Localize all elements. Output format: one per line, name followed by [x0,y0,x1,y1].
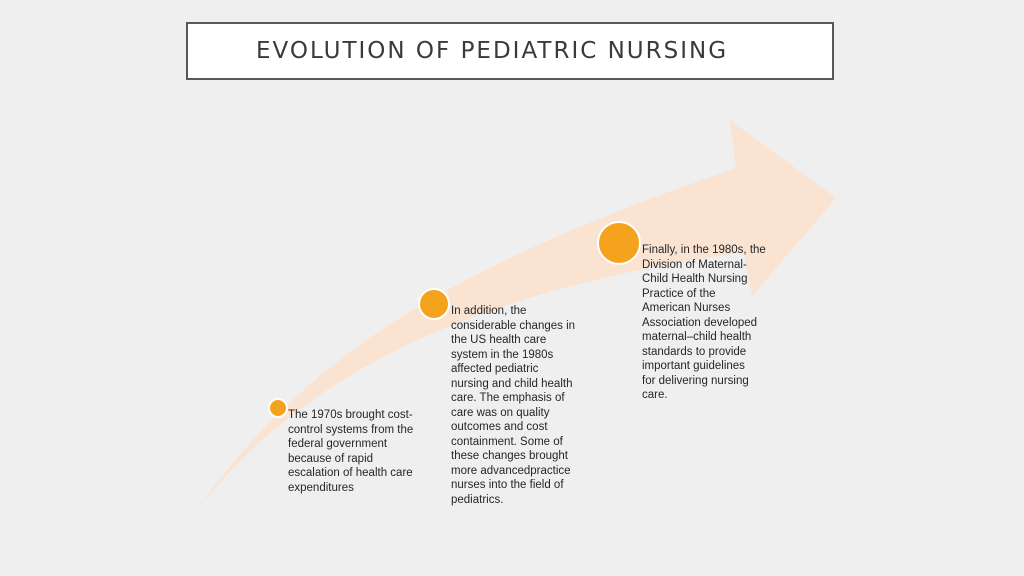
slide-title: EVOLUTION OF PEDIATRIC NURSING [256,38,729,64]
timeline-step-1-text: The 1970s brought cost- control systems from the federal government because of rapid escalation of health care expenditures [288,409,414,494]
timeline-step-2-text: In addition, the considerable changes in the US health care system in the 1980s affected pediatric nursing and child health care. The emphasis of care was on quality outcomes and cost containment. Some of these changes brought more advancedpractice nurses into the field of pediatrics. [451,305,576,506]
timeline-dot-1980s-changes [418,288,450,320]
timeline-dot-1970s [268,398,288,418]
timeline-dot-1980s-standards [597,221,641,265]
timeline-step-3-text: Finally, in the 1980s, the Division of Maternal- Child Health Nursing Practice of the American Nurses Association developed maternal–child health standards to provide important guidelines for delivering nursing care. [642,244,766,401]
